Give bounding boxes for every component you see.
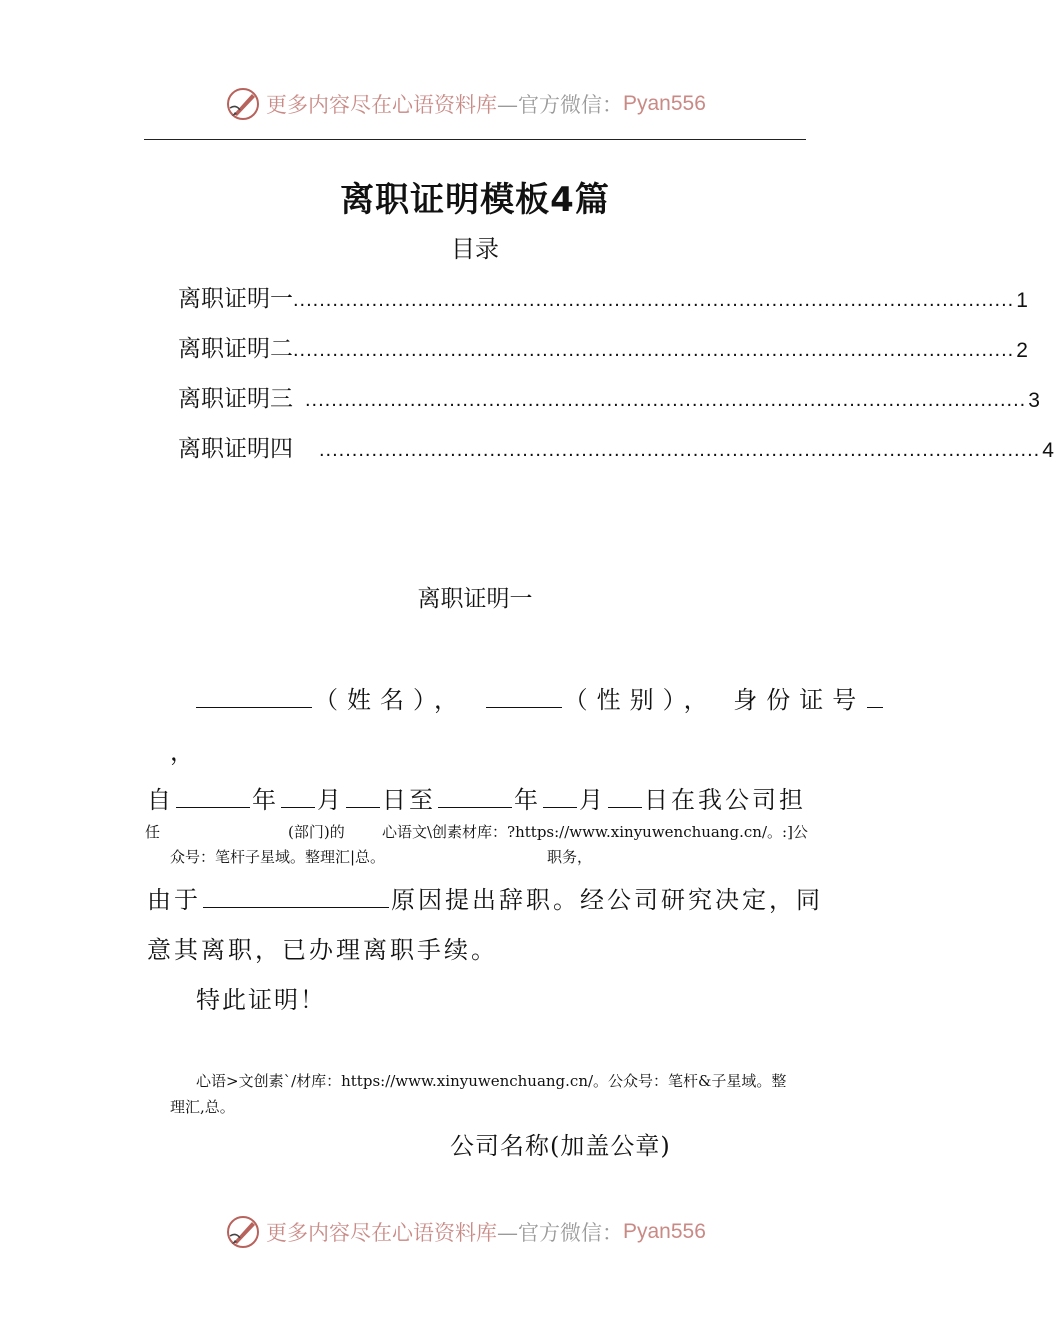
id-blank[interactable] xyxy=(867,706,883,708)
toc-item[interactable] xyxy=(178,279,1028,313)
header-banner xyxy=(226,84,706,124)
header-divider xyxy=(144,139,806,140)
toc-heading: 目录 xyxy=(451,235,499,263)
toc-leader-dots: .............................................................................................................. xyxy=(293,339,1015,361)
form-line-1 xyxy=(194,680,885,715)
watermark-text: 心语文\创素材库：?https://www.xinyuwenchuang.cn/。:]公 xyxy=(382,823,808,841)
name-label: （姓名）， xyxy=(314,686,467,714)
toc-item-label: 离职证明四 xyxy=(178,436,293,462)
id-label: 身份证号 xyxy=(733,686,866,714)
toc-item[interactable] xyxy=(178,329,1028,363)
year-label: 年 xyxy=(252,786,279,814)
page-title: 离职证明模板4篇 xyxy=(340,180,610,220)
banner-wechat-id: Pyan556 xyxy=(623,92,706,115)
start-year-blank[interactable] xyxy=(176,806,250,808)
certify-line: 特此证明！ xyxy=(196,986,326,1014)
pen-circle-icon xyxy=(226,1214,262,1250)
reason-suffix: 原因提出辞职。经公司研究决定，同 xyxy=(391,886,823,914)
toc-leader-dots: .............................................................................................................. xyxy=(305,389,1027,411)
toc-item-page: 4 xyxy=(1042,439,1054,462)
banner-text: 更多内容尽在心语资料库 xyxy=(266,93,497,117)
company-signature: 公司名称(加盖公章) xyxy=(450,1132,671,1160)
toc-leader-dots: .............................................................................................................. xyxy=(319,439,1041,461)
name-blank[interactable] xyxy=(196,706,312,708)
banner-wechat-label: —官方微信： xyxy=(497,1221,623,1245)
banner-wechat-label: —官方微信： xyxy=(497,93,623,117)
toc-item-label: 离职证明一 xyxy=(178,286,293,312)
month-label: 月 xyxy=(317,786,344,814)
pen-circle-icon xyxy=(226,86,262,122)
form-line-2 xyxy=(147,780,806,815)
toc-item[interactable] xyxy=(178,379,1040,413)
from-label: 自 xyxy=(147,786,174,814)
start-day-blank[interactable] xyxy=(346,806,380,808)
banner-text: 更多内容尽在心语资料库 xyxy=(266,1221,497,1245)
day-company-label: 日在我公司担 xyxy=(644,786,806,814)
month-label: 月 xyxy=(579,786,606,814)
toc-leader-dots: .............................................................................................................. xyxy=(293,289,1015,311)
end-month-blank[interactable] xyxy=(543,806,577,808)
toc-item-page: 3 xyxy=(1028,389,1040,412)
toc-item-page: 1 xyxy=(1016,289,1028,312)
toc-item-label: 离职证明二 xyxy=(178,336,293,362)
banner-wechat-id: Pyan556 xyxy=(623,1220,706,1243)
toc-item-label: 离职证明三 xyxy=(178,386,293,412)
watermark-text: 理汇,总。 xyxy=(170,1098,235,1116)
gender-blank[interactable] xyxy=(486,706,562,708)
watermark-text: 众号：笔杆子星域。整理汇|总。 xyxy=(170,848,386,866)
section-heading: 离职证明一 xyxy=(417,586,533,612)
toc-item[interactable] xyxy=(178,429,1054,463)
duty-label: 职务， xyxy=(547,848,593,866)
gender-label: （性别）， xyxy=(563,686,717,714)
footer-banner xyxy=(226,1212,706,1252)
watermark-text: 心语>文创素`/材库：https://www.xinyuwenchuang.cn/。公众号：笔杆&子星域。整 xyxy=(196,1072,787,1090)
department-label: (部门)的 xyxy=(288,823,345,841)
form-comma: ， xyxy=(170,738,196,766)
reason-blank[interactable] xyxy=(203,906,389,908)
reason-prefix: 由于 xyxy=(147,886,201,914)
position-label: 任 xyxy=(145,823,161,841)
year-label: 年 xyxy=(514,786,541,814)
start-month-blank[interactable] xyxy=(281,806,315,808)
end-year-blank[interactable] xyxy=(438,806,512,808)
form-line-4: 意其离职，已办理离职手续。 xyxy=(147,936,498,964)
end-day-blank[interactable] xyxy=(608,806,642,808)
day-to-label: 日至 xyxy=(382,786,436,814)
toc-item-page: 2 xyxy=(1016,339,1028,362)
form-line-3 xyxy=(147,880,823,915)
